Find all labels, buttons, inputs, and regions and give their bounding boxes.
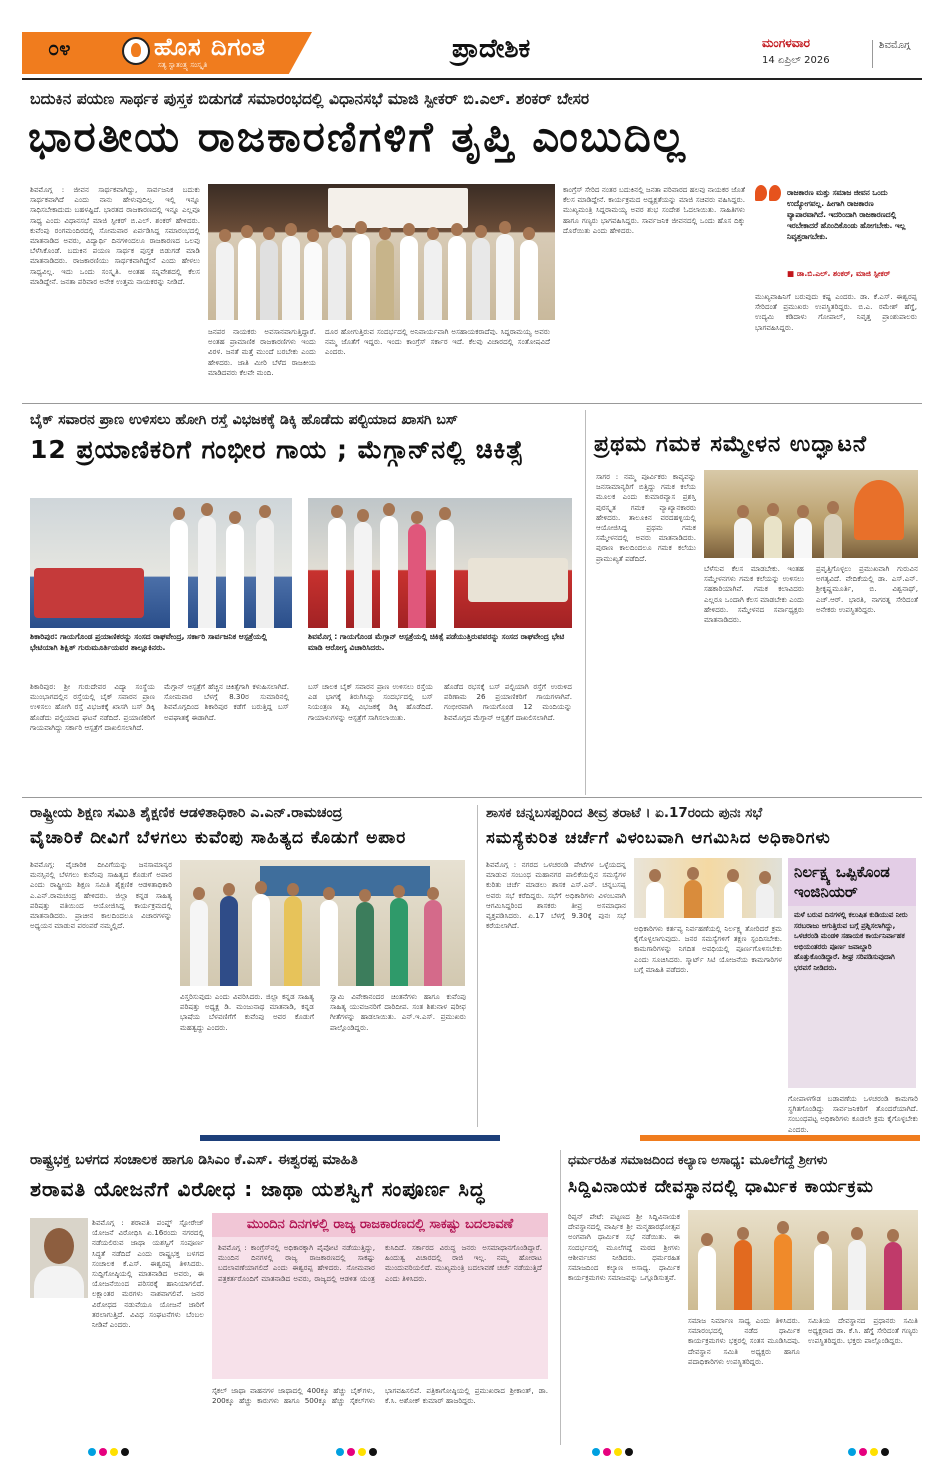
person-figure	[352, 234, 370, 320]
bus-caption-2: ಶಿವಮೊಗ್ಗ : ಗಾಯಗೊಂಡ ಮೆಗ್ಗಾನ್ ಆಸ್ಪತ್ರೆಯಲ್ಲಿ ಚಿಕಿತ್ಸೆ ಪಡೆಯುತ್ತಿರುವವರನ್ನು ಸಂಸದ ರಾಘವೇಂದ್ರ ಭೇಟಿ ಮಾಡಿ ಆರೋಗ್ಯ ವಿಚಾರಿಸಿದರು.	[308, 632, 565, 652]
color-registration-dots	[592, 1448, 633, 1456]
ishwarappa-tail: ಸೈಕಲ್ ಜಾಥಾ ವಾಹನಗಳ ಜಾಥಾದಲ್ಲಿ 400ಕ್ಕೂ ಹೆಚ್ಚು ಬೈಕ್‌ಗಳು, 200ಕ್ಕೂ ಹೆಚ್ಚು ಕಾರುಗಳು ಹಾಗೂ 500ಕ್ಕೂ ಹೆಚ್ಚು ಸೈಕಲ್‌ಗಳು ಭಾಗವಹಿಸಲಿವೆ. ಪತ್ರಿಕಾಗೋಷ್ಠಿಯಲ್ಲಿ ಪ್ರಮುಖರಾದ ಶ್ರೀಕಾಂತ್, ಡಾ. ಕೆ.ಸಿ. ಅಶೋಕ್ ಕುಮಾರ್ ಹಾಜರಿದ್ದರು.	[212, 1386, 548, 1406]
lead-photo-people	[208, 202, 555, 320]
bus-body-col2: ಮೆಗ್ಗಾನ್ ಆಸ್ಪತ್ರೆಗೆ ಹೆಚ್ಚಿನ ಚಿಕಿತ್ಸೆಗಾಗಿ ಕಳುಹಿಸಲಾಗಿದೆ. ಸೋಮವಾರ ಬೆಳಗ್ಗೆ 8.30ರ ಸುಮಾರಿನಲ್ಲಿ ಶಿವಮೊಗ್ಗದಿಂದ ಶಿಕಾರಿಪುರ ಕಡೆಗೆ ಬರುತ್ತಿದ್ದ ಬಸ್ ಅಪಘಾತಕ್ಕೆ ಈಡಾಗಿದೆ.	[164, 682, 289, 722]
person-figure	[496, 234, 514, 320]
person-figure	[284, 896, 302, 986]
column-divider	[585, 410, 586, 795]
person-figure	[354, 522, 372, 628]
person-figure	[436, 520, 454, 628]
masthead-rule	[22, 78, 922, 80]
bus-photo-1	[30, 498, 292, 628]
brand-name: ಹೊಸ ದಿಗಂತ	[154, 33, 266, 61]
person-head	[797, 505, 809, 518]
person-head	[737, 1227, 749, 1240]
temple-body-col2: ಸಮಾಜ ನಿರ್ಮಾಣ ಸಾಧ್ಯ ಎಂದು ತಿಳಿಸಿದರು. ಸಮಾರಂಭದಲ್ಲಿ ನಡೆದ ಧಾರ್ಮಿಕ ಕಾರ್ಯಕ್ರಮಗಳು ಭಕ್ತರಲ್ಲಿ ಸಂತಸ ಮೂಡಿಸಿದವು. ದೇವಸ್ಥಾನ ಸಮಿತಿ ಅಧ್ಯಕ್ಷರು ಹಾಗೂ ಪದಾಧಿಕಾರಿಗಳು ಉಪಸ್ಥಿತರಿದ್ದರು.	[688, 1316, 800, 1366]
person-head	[475, 225, 487, 238]
ishwarappa-headline: ಶರಾವತಿ ಯೋಜನೆಗೆ ವಿರೋಧ : ಜಾಥಾ ಯಶಸ್ವಿಗೆ ಸಂಪೂರ್ಣ ಸಿದ್ಧ	[30, 1177, 486, 1201]
person-figure	[824, 514, 842, 558]
person-head	[307, 229, 319, 242]
dateline	[762, 36, 922, 66]
education-headline: ವೈಚಾರಿಕೆ ದೀವಿಗೆ ಬೆಳಗಲು ಕುವೆಂಪು ಸಾಹಿತ್ಯದ ಕೊಡುಗೆ ಅಪಾರ	[30, 828, 407, 848]
person-figure	[684, 880, 702, 918]
lead-kicker: ಬದುಕಿನ ಪಯಣ ಸಾರ್ಥಕ ಪುಸ್ತಕ ಬಿಡುಗಡೆ ಸಮಾರಂಭದಲ್ಲಿ ವಿಧಾನಸಭೆ ಮಾಜಿ ಸ್ಪೀಕರ್ ಬಿ.ಎಲ್. ಶಂಕರ್ ಬೇಸರ	[30, 90, 590, 108]
person-figure	[400, 236, 418, 320]
column-divider	[560, 1150, 561, 1445]
section-divider	[22, 403, 922, 404]
person-head	[427, 227, 439, 240]
person-figure	[646, 882, 664, 918]
person-head	[229, 511, 241, 524]
person-figure	[472, 238, 490, 320]
person-head	[259, 505, 271, 518]
lead-body-col2: ಜನಪರ ನಾಯಕರು ಅವಸಾನವಾಗುತ್ತಿದ್ದಾರೆ. ಅಂತಹ ಪ್ರಾಮಾಣಿಕ ರಾಜಕಾರಣಿಗಳು ಇಂದು ವಿರಳ. ಜನತೆ ಮತ್ತೆ ಮುಂದೆ ಬರಬೇಕು ಎಂದು ಹೇಳಿದರು. ಜಾತಿ ಮೀರಿ ಬೆಳೆದ ರಾಜಕೀಯ ಮಾಡಿದವರು ಕೆಲವೇ ಮಂದಿ.	[208, 327, 316, 377]
person-head	[331, 225, 343, 238]
lead-body-col1: ಶಿವಮೊಗ್ಗ : ಜೀವನ ಸಾರ್ಥಕವಾಗಿದ್ದು, ಸಾರ್ವಜನಿಕ ಬದುಕು ಸಾರ್ಥಕವಾಗಿದೆ ಎಂದು ನಾನು ಹೇಳುವುದಿಲ್ಲ. ಇಲ್ಲಿ ಇನ್ನೂ ಸಾಧಿಸಬೇಕಾದುದು ಬಹಳಷ್ಟಿದೆ. ಭಾರತದ ರಾಜಕಾರಣದಲ್ಲಿ ಇನ್ನೂ ಎಲ್ಲವೂ ಸಾಧ್ಯ ಎಂದು ವಿಧಾನಸಭೆ ಮಾಜಿ ಸ್ಪೀಕರ್ ಬಿ.ಎಲ್. ಶಂಕರ್ ಹೇಳಿದರು. ಕುವೆಂಪು ರಂಗಮಂದಿರದಲ್ಲಿ ಸೋಮವಾರ ಏರ್ಪಡಿಸಿದ್ದ ಸಮಾರಂಭದಲ್ಲಿ ಮಾತನಾಡಿದ ಅವರು, ವಿದ್ಯಾರ್ಥಿ ದಿನಗಳಿಂದಲೂ ರಾಜಕಾರಣದ ಒಲವು ಬೆಳೆಸಿಕೊಂಡೆ. ಬದುಕಿನ ಪಯಣ ಸಾರ್ಥಕ ಪುಸ್ತಕ ಬಿಡುಗಡೆ ಮಾಡಿ ಮಾತನಾಡಿದರು. ರಾಜಕಾರಣಿಯು ಸಾರ್ಥಕವಾಗಿದ್ದೇನೆ ಎಂದು ಹೇಳಲು ಸಾಧ್ಯವಿಲ್ಲ. ಇದು ಒಂದು ಸಂಸ್ಕೃತಿ. ಅಂತಹ ಸನ್ನಿವೇಶದಲ್ಲಿ ಕೆಲಸ ಮಾಡಿದ್ದೇನೆ. ಜನತಾ ಪರಿವಾರ ಅನೇಕ ಉತ್ತಮ ನಾಯಕರನ್ನು ನೀಡಿದೆ.	[30, 185, 200, 286]
person-head	[499, 221, 511, 234]
person-figure	[304, 242, 322, 320]
temple-body-col1: ರಿಪ್ಪನ್ ಪೇಟೆ: ಪಟ್ಟಣದ ಶ್ರೀ ಸಿದ್ದಿವಿನಾಯಕ ದೇವಸ್ಥಾನದಲ್ಲಿ ವಾರ್ಷಿಕ ಶ್ರೀ ಮನ್ಮಹಾರಥೋತ್ಸವ ಅಂಗವಾಗಿ ಧಾರ್ಮಿಕ ಸಭೆ ನಡೆಯಿತು. ಈ ಸಂದರ್ಭದಲ್ಲಿ ಮೂಲೆಗದ್ದೆ ಮಠದ ಶ್ರೀಗಳು ಆಶೀರ್ವಚನ ನೀಡಿದರು. ಧರ್ಮರಹಿತ ಸಮಾಜದಿಂದ ಕಲ್ಯಾಣ ಅಸಾಧ್ಯ. ಧಾರ್ಮಿಕ ಕಾರ್ಯಕ್ರಮಗಳು ಸಮಾಜವನ್ನು ಒಗ್ಗೂಡಿಸುತ್ತವೆ.	[568, 1212, 680, 1283]
music-body-col2: ಬೆಳೆಸುವ ಕೆಲಸ ಮಾಡಬೇಕು. ಇಂತಹ ಸಮ್ಮೇಳನಗಳು ಗಮಕ ಕಲೆಯನ್ನು ಉಳಿಸಲು ಸಹಕಾರಿಯಾಗಿವೆ. ಗಮಕ ಕಲಾವಿದರು ಎಲ್ಲರೂ ಒಂದಾಗಿ ಕೆಲಸ ಮಾಡಬೇಕು ಎಂದು ಹೇಳಿದರು. ಸಮ್ಮೇಳನದ ಸರ್ವಾಧ್ಯಕ್ಷರು ಮಾತನಾಡಿದರು.	[704, 564, 805, 625]
person-figure	[734, 518, 752, 558]
person-figure	[216, 242, 234, 320]
person-figure	[380, 516, 398, 628]
person-figure	[260, 240, 278, 320]
music-body-col3: ಪ್ರವೃತ್ತಿಗೊಳ್ಳಲು ಪ್ರಮುಖವಾಗಿ ಗುರುವಿನ ಅಗತ್ಯವಿದೆ. ವೇದಿಕೆಯಲ್ಲಿ ಡಾ. ಎಸ್.ಎನ್. ಶ್ರೀಕೃಷ್ಣಮೂರ್ತಿ, ಬಿ. ವಿಶ್ವನಾಥ್, ಎಚ್.ಆರ್. ಭಾರತಿ, ನಾಗರತ್ನ ಸೇರಿದಂತೆ ಅನೇಕರು ಉಪಸ್ಥಿತರಿದ್ದರು.	[816, 564, 918, 614]
person-head	[851, 1227, 863, 1240]
person-head	[219, 229, 231, 242]
meeting-photo	[634, 858, 782, 918]
person-figure	[814, 1244, 832, 1310]
bus-kicker: ಬೈಕ್ ಸವಾರನ ಪ್ರಾಣ ಉಳಿಸಲು ಹೋಗಿ ರಸ್ತೆ ವಿಭಜಕಕ್ಕೆ ಡಿಕ್ಕಿ ಹೊಡೆದು ಪಲ್ಟಿಯಾದ ಖಾಸಗಿ ಬಸ್	[30, 412, 458, 428]
person-head	[817, 1231, 829, 1244]
lead-body-col5: ಮುಖ್ಯವಾಹಿನಿಗೆ ಬರುವುದು ಕಷ್ಟ ಎಂದರು. ಡಾ. ಕೆ.ಎಸ್. ಈಶ್ವರಪ್ಪ ಸೇರಿದಂತೆ ಪ್ರಮುಖರು ಉಪಸ್ಥಿತರಿದ್ದರು. ಬಿ.ಎ. ರಮೇಶ್ ಹೆಗ್ಡೆ, ಉದ್ಯಮಿ ಕಡಿದಾಳು ಗೋಪಾಲ್, ನಿವೃತ್ತ ಪ್ರಾಂಶುಪಾಲರು ಭಾಗವಹಿಸಿದ್ದರು.	[755, 292, 917, 332]
section-divider	[22, 797, 922, 798]
bus-photo-2	[308, 498, 572, 628]
masthead	[22, 28, 922, 78]
portrait-shirt	[34, 1266, 84, 1298]
person-head	[411, 511, 423, 524]
meeting-body-col3: ಗೋಪಾಳಗೌಡ ಬಡಾವಣೆಯ ಒಳಚರಂಡಿ ಕಾಮಗಾರಿ ಸ್ಥಗಿತಗೊಂಡಿದ್ದು ಸಾರ್ವಜನಿಕರಿಗೆ ತೊಂದರೆಯಾಗಿದೆ. ಸಂಬಂಧಪಟ್ಟ ಅಧಿಕಾರಿಗಳು ಕೂಡಲೇ ಕ್ರಮ ಕೈಗೊಳ್ಳಬೇಕು ಎಂದರು.	[788, 1094, 918, 1134]
person-figure	[226, 524, 244, 628]
stage-backdrop	[854, 480, 904, 540]
person-figure	[424, 240, 442, 320]
meeting-body-col1: ಶಿವಮೊಗ್ಗ : ನಗರದ ಒಳಚರಂಡಿ ಪೇಟೆಗಳ ಒಳ್ಳೆಯದನ್ನ ಮಾಡುವ ಸಂಬಂಧ ಮಹಾನಗರ ಪಾಲಿಕೆಯಲ್ಲಿನ ಸಮಸ್ಯೆಗಳ ಕುರಿತು ಚರ್ಚೆ ಮಾಡಲು ಶಾಸಕ ಎಸ್.ಎನ್. ಚನ್ನಬಸಪ್ಪ ಅವರು ಸಭೆ ಕರೆದಿದ್ದರು. ಸಭೆಗೆ ಅಧಿಕಾರಿಗಳು ವಿಳಂಬವಾಗಿ ಆಗಮಿಸಿದ್ದರಿಂದ ಶಾಸಕರು ತೀವ್ರ ಅಸಮಾಧಾನ ವ್ಯಕ್ತಪಡಿಸಿದರು. ಏ.17 ಬೆಳಗ್ಗೆ 9.30ಕ್ಕೆ ಪುನಃ ಸಭೆ ಕರೆಯಲಾಗಿದೆ.	[486, 860, 626, 931]
person-head	[263, 227, 275, 240]
person-head	[767, 503, 779, 516]
person-head	[355, 221, 367, 234]
ishwarappa-kicker: ರಾಷ್ಟ್ರಭಕ್ತ ಬಳಗದ ಸಂಚಾಲಕ ಹಾಗೂ ಡಿಸಿಎಂ ಕೆ.ಎಸ್. ಈಶ್ವರಪ್ಪ ಮಾಹಿತಿ	[30, 1152, 358, 1168]
person-figure	[520, 240, 538, 320]
person-head	[359, 889, 371, 902]
person-head	[383, 503, 395, 516]
education-kicker: ರಾಷ್ಟ್ರೀಯ ಶಿಕ್ಷಣ ಸಮಿತಿ ಶೈಕ್ಷಣಿಕ ಆಡಳಿತಾಧಿಕಾರಿ ಎ.ಎನ್.ರಾಮಚಂದ್ರ	[30, 805, 343, 821]
person-head	[331, 505, 343, 518]
bus-body-col1: ಶಿಕಾರಿಪುರ: ಶ್ರೀ ಗುರುದೇವರ ವಿದ್ಯಾ ಸಂಸ್ಥೆಯ ಮುಂಭಾಗದಲ್ಲಿನ ರಸ್ತೆಯಲ್ಲಿ ಬೈಕ್ ಸವಾರನ ಪ್ರಾಣ ಉಳಿಸಲು ಹೋಗಿ ರಸ್ತೆ ವಿಭಜಕಕ್ಕೆ ಖಾಸಗಿ ಬಸ್ ಡಿಕ್ಕಿ ಹೊಡೆದು ಪಲ್ಟಿಯಾದ ಘಟನೆ ನಡೆದಿದೆ. ಪ್ರಯಾಣಿಕರಿಗೆ ಗಾಯವಾಗಿದ್ದು ಸರ್ಕಾರಿ ಆಸ್ಪತ್ರೆಗೆ ದಾಖಲಿಸಲಾಗಿದೆ.	[30, 682, 155, 732]
patient-bed	[468, 558, 568, 602]
day-label: ಮಂಗಳವಾರ	[762, 36, 811, 50]
person-head	[451, 223, 463, 236]
side-panel	[788, 858, 916, 1088]
person-figure	[220, 896, 238, 986]
lead-photo	[208, 184, 555, 320]
quote-text: ರಾಜಕಾರಣ ಮತ್ತು ಸಮಾಜ ಜೀವನ ಒಂದು ಉದ್ಯೋಗವಲ್ಲ. ಹೀಗಾಗಿ ರಾಜಕಾರಣ ವ್ಯಾಪಾರವಾಗಿದೆ. ಇದರಿಂದಾಗಿ ರಾಜಕಾರಣದಲ್ಲಿ ಇರಬೇಕಾದರೆ ಹೊಂದಿಕೊಂಡು ಹೋಗಬೇಕು. ಇಲ್ಲ ನಿವೃತ್ತರಾಗಬೇಕು.	[787, 188, 906, 241]
person-figure	[794, 518, 812, 558]
lead-body-col3: ದೂರ ಹೋಗುತ್ತಿರುವ ಸಂದರ್ಭದಲ್ಲಿ ಅನಿವಾರ್ಯವಾಗಿ ಅಸಹಾಯಕರಾದೆವು. ಸಿದ್ದರಾಮಯ್ಯ ಅವರು ನಮ್ಮ ಜೊತೆಗೆ ಇದ್ದರು. ಇಂದು ಕಾಂಗ್ರೆಸ್ ಸರ್ಕಾರ ಇದೆ. ಕೆಲವು ವಿಚಾರದಲ್ಲಿ ಸಂತೋಷವಿದೆ ಎಂದರು.	[325, 327, 550, 357]
bus-body-col4: ಹೊಡೆದ ರಭಸಕ್ಕೆ ಬಸ್ ಪಲ್ಟಿಯಾಗಿ ರಸ್ತೆಗೆ ಉರುಳಿದ ಪರಿಣಾಮ 26 ಪ್ರಯಾಣಿಕರಿಗೆ ಗಾಯಗಳಾಗಿವೆ. ಗಂಭೀರವಾಗಿ ಗಾಯಗೊಂಡ 12 ಮಂದಿಯನ್ನು ಶಿವಮೊಗ್ಗದ ಮೆಗ್ಗಾನ್ ಆಸ್ಪತ್ರೆಗೆ ದಾಖಲಿಸಲಾಗಿದೆ.	[444, 682, 572, 722]
decor-bar-orange	[640, 1135, 920, 1141]
temple-body-col3: ಸಮಿತಿಯ ದೇವಸ್ಥಾನದ ಪ್ರಧಾನರು ಸಮಿತಿ ಅಧ್ಯಕ್ಷರಾದ ಡಾ. ಕೆ.ಸಿ. ಹೆಗ್ಡೆ ಸೇರಿದಂತೆ ಗಣ್ಯರು ಉಪಸ್ಥಿತರಿದ್ದರು. ಭಕ್ತರು ಪಾಲ್ಗೊಂಡಿದ್ದರು.	[808, 1316, 918, 1346]
person-figure	[328, 238, 346, 320]
bus-headline: 12 ಪ್ರಯಾಣಿಕರಿಗೆ ಗಂಭೀರ ಗಾಯ ; ಮೆಗ್ಗಾನ್‌ನಲ್ಲಿ ಚಿಕಿತ್ಸೆ	[30, 435, 524, 464]
bus-caption-1: ಶಿಕಾರಿಪುರ: ಗಾಯಗೊಂಡ ಪ್ರಯಾಣಿಕರನ್ನು ಸಂಸದ ರಾಘವೇಂದ್ರ, ಸರ್ಕಾರಿ ಸಾರ್ವಜನಿಕ ಆಸ್ಪತ್ರೆಯಲ್ಲಿ ಭೇಟಿಯಾಗಿ ಶಿಕ್ಷಿತ್ ಗುರುಮೂರ್ತಿಯವರ ತಾಲ್ಲೂಕಿನರು.	[30, 632, 267, 652]
brand-logo-icon	[122, 37, 150, 65]
lead-headline: ಭಾರತೀಯ ರಾಜಕಾರಣಿಗಳಿಗೆ ತೃಪ್ತಿ ಎಂಬುದಿಲ್ಲ	[28, 112, 687, 161]
person-figure	[390, 898, 408, 986]
person-figure	[376, 240, 394, 320]
brand-tagline: ಸತ್ಯ ಸ್ವಾತಂತ್ರ್ಯ ಸಂಸ್ಕೃತಿ	[158, 61, 208, 69]
person-head	[223, 883, 235, 896]
music-photo	[704, 470, 918, 558]
pink-box-body: ಶಿವಮೊಗ್ಗ : ಕಾಂಗ್ರೆಸ್‌ನಲ್ಲಿ ಅಧಿಕಾರಕ್ಕಾಗಿ ಪೈಪೋಟಿ ನಡೆಯುತ್ತಿದ್ದು, ಮುಂದಿನ ದಿನಗಳಲ್ಲಿ ರಾಜ್ಯ ರಾಜಕಾರಣದಲ್ಲಿ ಸಾಕಷ್ಟು ಬದಲಾವಣೆಯಾಗಲಿದೆ ಎಂದು ಈಶ್ವರಪ್ಪ ಹೇಳಿದರು. ಸೋಮವಾರ ಪತ್ರಕರ್ತರೊಂದಿಗೆ ಮಾತನಾಡಿದ ಅವರು, ರಾಜ್ಯದಲ್ಲಿ ಆಡಳಿತ ಯಂತ್ರ ಕುಸಿದಿದೆ. ಸರ್ಕಾರದ ವಿರುದ್ಧ ಜನರು ಅಸಮಾಧಾನಗೊಂಡಿದ್ದಾರೆ. ಹಿಂದುತ್ವ ವಿಚಾರದಲ್ಲಿ ರಾಜಿ ಇಲ್ಲ. ನಮ್ಮ ಹೋರಾಟ ಮುಂದುವರಿಯಲಿದೆ. ಮುಖ್ಯಮಂತ್ರಿ ಬದಲಾವಣೆ ಚರ್ಚೆ ನಡೆಯುತ್ತಿದೆ ಎಂದು ತಿಳಿಸಿದರು.	[218, 1243, 542, 1283]
meeting-kicker: ಶಾಸಕ ಚನ್ನಬಸಪ್ಪರಿಂದ ತೀವ್ರ ತರಾಟೆ । ಏ.17ರಂದು ಪುನಃ ಸಭೆ	[486, 805, 763, 821]
side-panel-body: ಮಳೆ ಬರುವ ದಿನಗಳಲ್ಲಿ ಕಲುಷಿತ ಕುಡಿಯುವ ನೀರು ಸರಬರಾಜು ಆಗುತ್ತಿರುವ ಬಗ್ಗೆ ಪ್ರಶ್ನಿಸಲಾಗಿದ್ದು, ಒಳಚರಂಡಿ ಮಂಡಳಿ ಸಹಾಯಕ ಕಾರ್ಯನಿರ್ವಾಹಕ ಅಭಿಯಂತರರು ಪೂರ್ಣ ಜವಾಬ್ದಾರಿ ಹೊತ್ತುಕೊಂಡಿದ್ದಾರೆ. ಶೀಘ್ರ ಸರಿಪಡಿಸುವುದಾಗಿ ಭರವಸೆ ನೀಡಿದರು.	[794, 911, 908, 972]
portrait-face	[44, 1228, 74, 1264]
person-head	[887, 1229, 899, 1242]
color-registration-dots	[848, 1448, 889, 1456]
quote-author: ■ ಡಾ.ಬಿ.ಎಲ್. ಶಂಕರ್, ಮಾಜಿ ಸ್ಪೀಕರ್	[787, 269, 891, 278]
person-head	[403, 223, 415, 236]
person-head	[323, 887, 335, 900]
quote-box	[755, 185, 915, 285]
quote-marks-icon	[755, 185, 783, 209]
meeting-body-col2: ಅಧಿಕಾರಿಗಳು ಕರ್ತವ್ಯ ನಿರ್ವಹಣೆಯಲ್ಲಿ ನಿರ್ಲಕ್ಷ್ಯ ತೋರಿದರೆ ಕ್ರಮ ಕೈಗೊಳ್ಳಲಾಗುವುದು. ಜನರ ಸಮಸ್ಯೆಗಳಿಗೆ ತಕ್ಷಣ ಸ್ಪಂದಿಸಬೇಕು. ಕಾಮಗಾರಿಗಳನ್ನು ನಿಗದಿತ ಅವಧಿಯಲ್ಲಿ ಪೂರ್ಣಗೊಳಿಸಬೇಕು ಎಂದು ಸೂಚಿಸಿದರು. ಸ್ಮಾರ್ಟ್ ಸಿಟಿ ಯೋಜನೆಯ ಕಾಮಗಾರಿಗಳ ಬಗ್ಗೆ ಮಾಹಿತಿ ಪಡೆದರು.	[634, 924, 782, 974]
person-head	[201, 503, 213, 516]
music-headline: ಪ್ರಥಮ ಗಮಕ ಸಮ್ಮೇಳನ ಉದ್ಘಾಟನೆ	[594, 432, 867, 457]
ishwarappa-portrait	[30, 1218, 88, 1298]
person-head	[737, 505, 749, 518]
person-figure	[238, 238, 256, 320]
education-body-col3: ಸ್ವಾಮಿ ವಿವೇಕಾನಂದರ ಚಿಂತನೆಗಳು ಹಾಗೂ ಕುವೆಂಪು ಸಾಹಿತ್ಯ ಯುವಜನರಿಗೆ ದಾರಿದೀಪ. ಸಂತ ಶಿಶುನಾಳ ಷರೀಫ ಗೀತೆಗಳನ್ನು ಹಾಡಲಾಯಿತು. ಎನ್.ಇ.ಎಸ್. ಪ್ರಮುಖರು ಪಾಲ್ಗೊಂಡಿದ್ದರು.	[330, 992, 466, 1032]
person-figure	[256, 518, 274, 628]
page-number: ೦೪	[48, 36, 71, 60]
person-figure	[698, 1246, 716, 1310]
person-figure	[356, 902, 374, 986]
temple-kicker: ಧರ್ಮರಹಿತ ಸಮಾಜದಿಂದ ಕಲ್ಯಾಣ ಅಸಾಧ್ಯ: ಮೂಲೆಗದ್ದೆ ಶ್ರೀಗಳು	[568, 1152, 828, 1167]
person-figure	[170, 520, 188, 628]
date-label: 14 ಏಪ್ರಿಲ್ 2026	[762, 55, 830, 66]
pink-box	[212, 1213, 548, 1379]
person-figure	[320, 900, 338, 986]
person-figure	[190, 900, 208, 986]
person-head	[393, 885, 405, 898]
person-figure	[774, 1234, 792, 1310]
person-figure	[764, 516, 782, 558]
temple-headline: ಸಿದ್ದಿವಿನಾಯಕ ದೇವಸ್ಥಾನದಲ್ಲಿ ಧಾರ್ಮಿಕ ಕಾರ್ಯಕ್ರಮ	[568, 1177, 874, 1197]
person-figure	[724, 882, 742, 918]
section-title: ಪ್ರಾದೇಶಿಕ	[452, 34, 531, 64]
person-head	[777, 1221, 789, 1234]
person-head	[701, 1233, 713, 1246]
person-figure	[734, 1240, 752, 1310]
person-head	[439, 507, 451, 520]
person-head	[255, 881, 267, 894]
person-head	[523, 227, 535, 240]
person-head	[649, 869, 661, 882]
person-figure	[408, 524, 426, 628]
column-divider	[477, 805, 478, 1127]
person-figure	[756, 884, 774, 918]
person-figure	[198, 516, 216, 628]
person-figure	[252, 894, 270, 986]
bus-body-col3: ಬಸ್ ಚಾಲಕ ಬೈಕ್ ಸವಾರನ ಪ್ರಾಣ ಉಳಿಸಲು ರಸ್ತೆಯ ಎಡ ಭಾಗಕ್ಕೆ ತಿರುಗಿಸಿದ್ದು ಸಂದರ್ಭದಲ್ಲಿ ಬಸ್ ನಿಯಂತ್ರಣ ತಪ್ಪಿ ವಿಭಜಕಕ್ಕೆ ಡಿಕ್ಕಿ ಹೊಡೆದಿದೆ. ಗಾಯಾಳುಗಳನ್ನು ಆಸ್ಪತ್ರೆಗೆ ಸಾಗಿಸಲಾಯಿತು.	[308, 682, 433, 722]
education-body-col2: ವಿಸ್ತರಿಸುವುದು ಎಂದು ವಿವರಿಸಿದರು. ಜಿಲ್ಲಾ ಕನ್ನಡ ಸಾಹಿತ್ಯ ಪರಿಷತ್ತು ಅಧ್ಯಕ್ಷ ಡಿ. ಮಂಜುನಾಥ ಮಾತನಾಡಿ, ಕನ್ನಡ ಭಾಷೆಯ ಬೆಳವಣಿಗೆಗೆ ಕುವೆಂಪು ಅವರ ಕೊಡುಗೆ ಮಹತ್ವದ್ದು ಎಂದರು.	[180, 992, 314, 1032]
lead-body-col4: ಕಾಂಗ್ರೆಸ್ ಸೇರಿದ ನಂತರ ಬದುಕಿನಲ್ಲಿ ಜನತಾ ಪರಿವಾರದ ಹಲವು ನಾಯಕರ ಜೊತೆ ಕೆಲಸ ಮಾಡಿದ್ದೇನೆ. ಕಾರ್ಯಕ್ರಮದ ಅಧ್ಯಕ್ಷತೆಯನ್ನು ಮಾಜಿ ಸಚಿವರು ವಹಿಸಿದ್ದರು. ಮುಖ್ಯಮಂತ್ರಿ ಸಿದ್ದರಾಮಯ್ಯ ಅವರ ಶುಭ ಸಂದೇಶ ಓದಲಾಯಿತು. ಸಾಹಿತಿಗಳು ಹಾಗೂ ಗಣ್ಯರು ಭಾಗವಹಿಸಿದ್ದರು. ಸಾರ್ವಜನಿಕ ಜೀವನದಲ್ಲಿ ಒಂದು ಹೊಸ ದಿಕ್ಕು ದೊರೆಯಿತು ಎಂದು ಹೇಳಿದರು.	[563, 185, 745, 235]
hospital-bed	[34, 568, 144, 618]
person-figure	[282, 236, 300, 320]
person-head	[687, 867, 699, 880]
person-figure	[848, 1240, 866, 1310]
color-registration-dots	[88, 1448, 129, 1456]
color-registration-dots	[336, 1448, 377, 1456]
temple-photo	[688, 1210, 918, 1310]
decor-bar-navy	[200, 1135, 500, 1141]
person-head	[193, 887, 205, 900]
person-figure	[448, 236, 466, 320]
city-label: ಶಿವಮೊಗ್ಗ	[872, 40, 910, 68]
person-head	[173, 507, 185, 520]
person-head	[427, 887, 439, 900]
person-figure	[884, 1242, 902, 1310]
person-figure	[328, 518, 346, 628]
education-photo	[180, 860, 465, 986]
person-head	[241, 225, 253, 238]
music-body-col1: ಸಾಗರ : ನಮ್ಮ ಪೂರ್ವಿಕರು ಕಾವ್ಯವನ್ನು ಜನಸಾಮಾನ್ಯರಿಗೆ ಬಿತ್ತಿದ್ದು ಗಮಕ ಕಲೆಯ ಮೂಲಕ ಎಂದು ಕುಮಾರವ್ಯಾಸ ಪ್ರಶಸ್ತಿ ಪುರಸ್ಕೃತ ಗಮಕ ವ್ಯಾಖ್ಯಾನಕಾರರು ಹೇಳಿದರು. ತಾಲೂಕಿನ ವರದಹಳ್ಳಿಯಲ್ಲಿ ಆಯೋಜಿಸಿದ್ದ ಪ್ರಥಮ ಗಮಕ ಸಮ್ಮೇಳನದಲ್ಲಿ ಅವರು ಮಾತನಾಡಿದರು. ಪುರಾಣ ಕಾಲದಿಂದಲೂ ಗಮಕ ಕಲೆಯು ಪ್ರಾಮುಖ್ಯತೆ ಪಡೆದಿದೆ.	[596, 472, 696, 563]
person-head	[727, 869, 739, 882]
education-body-col1: ಶಿವಮೊಗ್ಗ: ವೈಚಾರಿಕ ದೀವಿಗೆಯನ್ನು ಜನಸಾಮಾನ್ಯರ ಮನಸ್ಸಿನಲ್ಲಿ ಬೆಳಗಲು ಕುವೆಂಪು ಸಾಹಿತ್ಯದ ಕೊಡುಗೆ ಅಪಾರ ಎಂದು ರಾಷ್ಟ್ರೀಯ ಶಿಕ್ಷಣ ಸಮಿತಿ ಶೈಕ್ಷಣಿಕ ಆಡಳಿತಾಧಿಕಾರಿ ಎ.ಎನ್.ರಾಮಚಂದ್ರ ಹೇಳಿದರು. ಜಿಲ್ಲಾ ಕನ್ನಡ ಸಾಹಿತ್ಯ ಪರಿಷತ್ತು ವತಿಯಿಂದ ಆಯೋಜಿಸಿದ್ದ ಕಾರ್ಯಕ್ರಮದಲ್ಲಿ ಮಾತನಾಡಿದರು. ಪ್ರಾಚೀನ ಕಾಲದಿಂದಲೂ ವಿಚಾರಗಳನ್ನು ಅಧ್ಯಯನ ಮಾಡುವ ಪರಂಪರೆ ನಮ್ಮಲ್ಲಿದೆ.	[30, 860, 172, 931]
person-head	[827, 501, 839, 514]
person-figure	[424, 900, 442, 986]
person-head	[379, 227, 391, 240]
person-head	[759, 871, 771, 884]
meeting-headline: ಸಮಸ್ಯೆಕುರಿತ ಚರ್ಚೆಗೆ ವಿಳಂಬವಾಗಿ ಆಗಮಿಸಿದ ಅಧಿಕಾರಿಗಳು	[486, 828, 831, 847]
person-head	[285, 223, 297, 236]
person-head	[357, 509, 369, 522]
person-head	[287, 883, 299, 896]
ishwarappa-body: ಶಿವಮೊಗ್ಗ : ಶರಾವತಿ ಪಂಪ್ಡ್ ಸ್ಟೋರೇಜ್ ಯೋಜನೆ ವಿರೋಧಿಸಿ ಏ.16ರಂದು ನಗರದಲ್ಲಿ ನಡೆಯಲಿರುವ ಜಾಥಾ ಯಶಸ್ವಿಗೆ ಸಂಪೂರ್ಣ ಸಿದ್ಧತೆ ನಡೆದಿದೆ ಎಂದು ರಾಷ್ಟ್ರಭಕ್ತ ಬಳಗದ ಸಂಚಾಲಕ ಕೆ.ಎಸ್. ಈಶ್ವರಪ್ಪ ತಿಳಿಸಿದರು. ಸುದ್ದಿಗೋಷ್ಠಿಯಲ್ಲಿ ಮಾತನಾಡಿದ ಅವರು, ಈ ಯೋಜನೆಯಿಂದ ಪರಿಸರಕ್ಕೆ ಹಾನಿಯಾಗಲಿದೆ. ಲಕ್ಷಾಂತರ ಮರಗಳು ನಾಶವಾಗಲಿವೆ. ಜನರ ವಿರೋಧದ ನಡುವೆಯೂ ಯೋಜನೆ ಜಾರಿಗೆ ತರಲಾಗುತ್ತಿದೆ. ವಿವಿಧ ಸಂಘಟನೆಗಳು ಬೆಂಬಲ ನೀಡಿವೆ ಎಂದರು.	[92, 1218, 204, 1330]
side-panel-title: ನಿರ್ಲಕ್ಷ್ಯ ಒಪ್ಪಿಕೊಂಡ ಇಂಜಿನಿಯರ್	[788, 858, 916, 906]
pink-box-title: ಮುಂದಿನ ದಿನಗಳಲ್ಲಿ ರಾಜ್ಯ ರಾಜಕಾರಣದಲ್ಲಿ ಸಾಕಷ್ಟು ಬದಲಾವಣೆ	[212, 1213, 548, 1237]
